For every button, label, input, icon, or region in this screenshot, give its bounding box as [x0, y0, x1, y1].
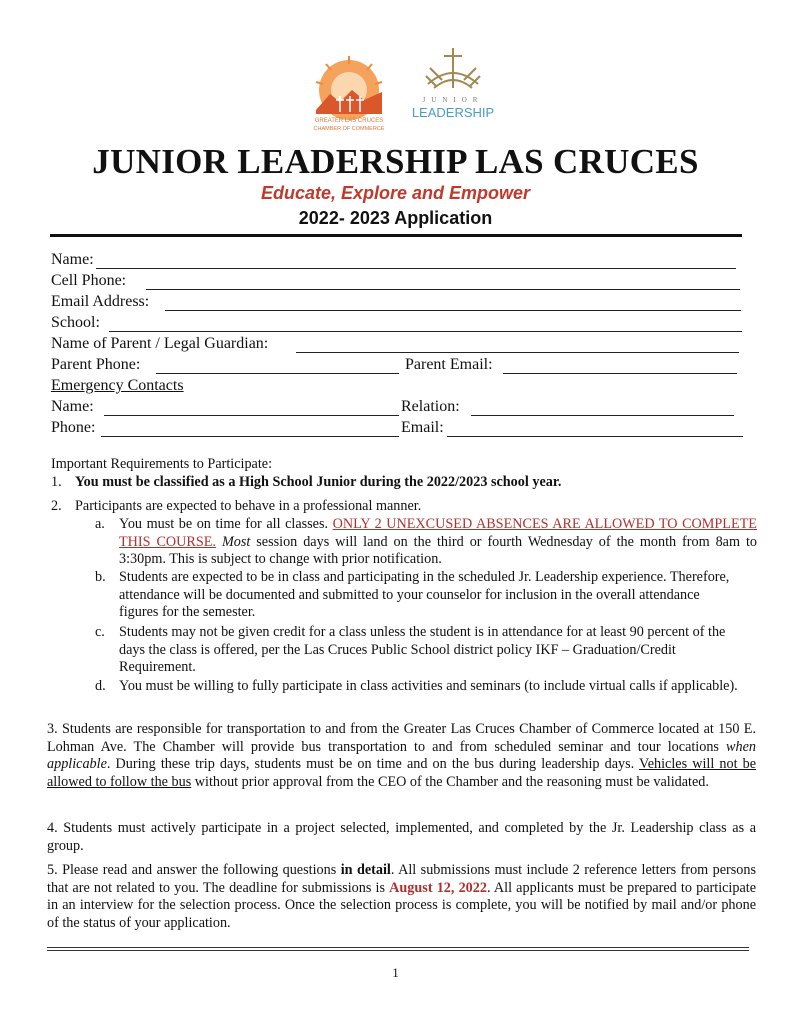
emergency-relation-label: Relation:: [401, 398, 460, 415]
jl-logo-word: LEADERSHIP: [411, 105, 495, 120]
emergency-name-label: Name:: [51, 398, 94, 415]
requirement-4: 4. Students must actively participate in a project selected, implemented, and completed by the Jr. Leadership class as a group.: [47, 820, 756, 854]
name-label: Name:: [51, 251, 94, 268]
requirement-2-number: 2.: [51, 498, 62, 514]
sub-d-label: d.: [95, 678, 106, 694]
requirement-3-text-1: 3. Students are responsible for transportation to and from the Greater Las Cruces Chamber of Commerce located at 150 E. Lohman Ave. The Chamber will provide bus transportation to and from scheduled seminar and tour locations: [47, 721, 756, 755]
application-year: 2022- 2023 Application: [298, 208, 493, 228]
sub-a-text-2: session days will land on the third or fourth Wednesday of the month from 8am to 3:30pm. This is subject to change with prior notification.: [119, 533, 757, 568]
requirement-1: [51, 474, 751, 492]
submission-deadline: August 12, 2022: [389, 879, 487, 896]
emergency-phone-label: Phone:: [51, 419, 96, 436]
emergency-email-field[interactable]: [447, 436, 743, 437]
sub-b-text: Students are expected to be in class and participating in the scheduled Jr. Leadership experience. Therefore, attendance will be documented and submitted to your counselor for inclusion in the overall attendance figures for the semester.: [119, 569, 730, 621]
sub-d-text: You must be willing to fully participate in class activities and seminars (to include virtual calls if applicable).: [119, 678, 738, 694]
requirement-5-text-3: . All applicants must be prepared to participate in an interview for the selection process. Once the selection process is complete, you will be notified by mail and/or phone of the status of your application.: [47, 879, 756, 931]
footer-divider-1: [47, 947, 749, 948]
emergency-name-field[interactable]: [104, 415, 399, 416]
requirement-5-text-2: . All submissions must include 2 reference letters from persons that are not related to you. The deadline for submissions is: [47, 862, 756, 896]
requirement-3: [47, 721, 756, 791]
sub-a-text-1: You must be on time for all classes.: [119, 516, 333, 532]
emergency-phone-field[interactable]: [101, 436, 399, 437]
emergency-email-label: Email:: [401, 419, 444, 436]
requirement-2-text: Participants are expected to behave in a professional manner.: [75, 498, 422, 514]
sub-a-italic: Most: [221, 533, 251, 550]
name-field[interactable]: [96, 268, 736, 269]
email-field[interactable]: [165, 310, 741, 311]
tagline: Educate, Explore and Empower: [260, 183, 531, 203]
school-field[interactable]: [109, 331, 742, 332]
junior-leadership-logo: [408, 44, 498, 130]
absences-warning: ONLY 2 UNEXCUSED ABSENCES ARE ALLOWED TO COMPLETE THIS COURSE.: [119, 516, 757, 550]
sub-c-label: c.: [95, 624, 105, 640]
parent-name-field[interactable]: [296, 352, 739, 353]
parent-email-field[interactable]: [503, 373, 737, 374]
page-number: 1: [392, 965, 399, 980]
page-title: JUNIOR LEADERSHIP LAS CRUCES: [92, 142, 699, 181]
sub-a-text: [119, 516, 757, 569]
parent-email-label: Parent Email:: [405, 356, 493, 373]
requirement-5-bold: in detail: [340, 862, 391, 878]
sub-a-label: a.: [95, 516, 105, 532]
jl-logo-small-text: JUNIOR: [422, 96, 484, 104]
parent-phone-field[interactable]: [156, 373, 399, 374]
chamber-logo-text-2: CHAMBER OF COMMERCE: [313, 126, 385, 132]
requirement-5: [47, 862, 756, 932]
email-label: Email Address:: [51, 293, 150, 310]
cell-phone-label: Cell Phone:: [51, 272, 127, 289]
header-divider: [50, 234, 742, 237]
emergency-contacts-heading: Emergency Contacts: [51, 377, 184, 394]
requirement-1-text: You must be classified as a High School Junior during the 2022/2023 school year.: [75, 474, 562, 490]
requirement-3-text-3: without prior approval from the CEO of the Chamber and the reasoning must be validated.: [191, 773, 709, 790]
requirement-1-number: 1.: [51, 474, 62, 490]
emergency-relation-field[interactable]: [471, 415, 734, 416]
requirement-3-italic: when applicable: [47, 738, 756, 773]
footer-divider-2: [47, 950, 749, 951]
chamber-of-commerce-logo: [308, 52, 390, 134]
parent-phone-label: Parent Phone:: [51, 356, 141, 373]
requirement-5-text-1: 5. Please read and answer the following questions: [47, 862, 341, 878]
requirement-3-text-2: . During these trip days, students must be on time and on the bus during leadership days.: [106, 756, 640, 773]
school-label: School:: [51, 314, 100, 331]
requirement-2: [51, 498, 751, 516]
requirements-intro: Important Requirements to Participate:: [51, 456, 273, 472]
parent-name-label: Name of Parent / Legal Guardian:: [51, 335, 269, 352]
chamber-logo-text-1: GREATER LAS CRUCES: [314, 118, 384, 124]
cell-phone-field[interactable]: [146, 289, 740, 290]
requirement-3-underline: Vehicles will not be allowed to follow the bus: [47, 756, 757, 790]
sub-c-text: Students may not be given credit for a class unless the student is in attendance for at least 90 percent of the days the class is offered, per the Las Cruces Public School district policy IKF – Graduation/Credit Requirement.: [119, 624, 726, 676]
sub-b-label: b.: [95, 569, 106, 585]
